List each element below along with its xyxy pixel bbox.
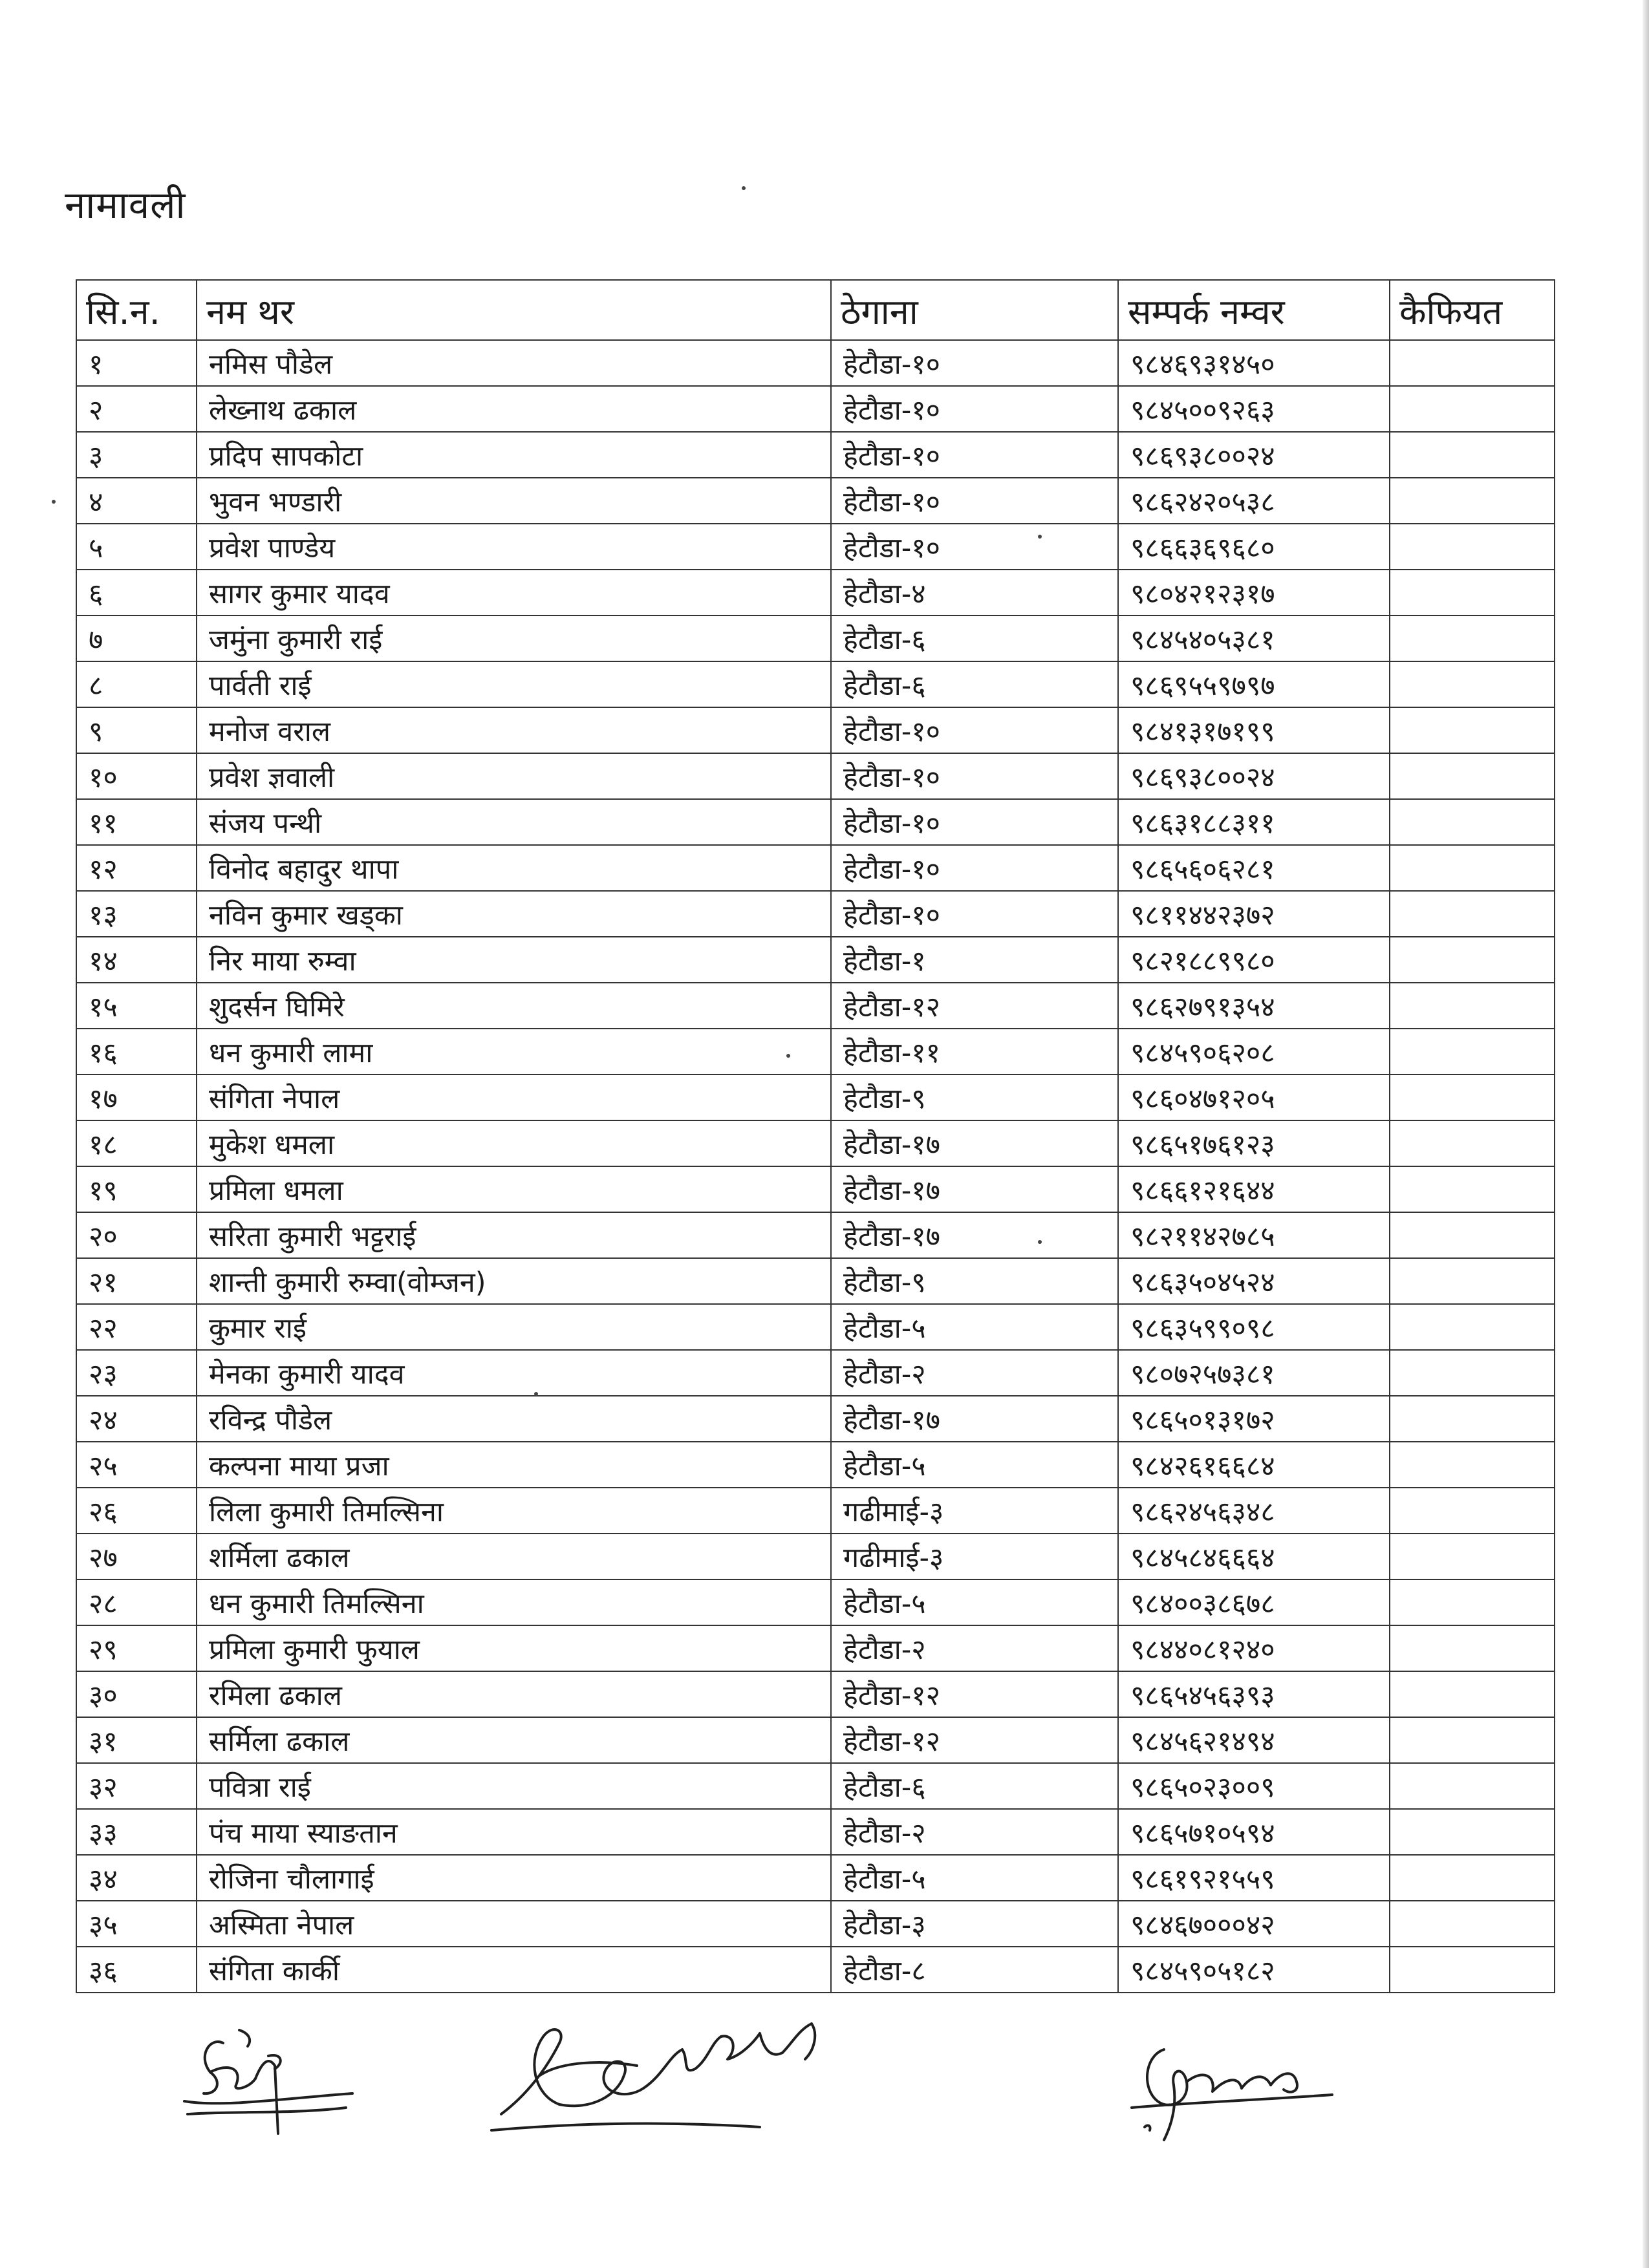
cell-address: हेटौडा-१०: [831, 386, 1118, 432]
cell-address: हेटौडा-५: [831, 1442, 1118, 1488]
table-row: [76, 1625, 1555, 1671]
cell-name: लेख्नाथ ढकाल: [197, 386, 831, 432]
cell-contact: ९८६९५५९७९७: [1118, 661, 1390, 707]
column-header-serial: सि.न.: [76, 280, 197, 340]
cell-serial: ३१: [76, 1717, 197, 1763]
cell-address: हेटौडा-१०: [831, 340, 1118, 386]
cell-serial: ७: [76, 615, 197, 661]
cell-contact: ९८४५९०६२०८: [1118, 1029, 1390, 1075]
cell-remarks: [1390, 937, 1555, 983]
cell-name: संगिता कार्की: [197, 1947, 831, 1993]
cell-contact: ९८०४२१२३१७: [1118, 570, 1390, 615]
table-row: [76, 1763, 1555, 1809]
cell-address: हेटौडा-१७: [831, 1120, 1118, 1166]
cell-address: हेटौडा-१२: [831, 1671, 1118, 1717]
cell-address: हेटौडा-६: [831, 1763, 1118, 1809]
cell-serial: १५: [76, 983, 197, 1029]
table-row: [76, 1488, 1555, 1534]
table-row: [76, 1166, 1555, 1212]
cell-address: हेटौडा-५: [831, 1304, 1118, 1350]
cell-name: जमुंना कुमारी राई: [197, 615, 831, 661]
table-row: [76, 615, 1555, 661]
cell-serial: २२: [76, 1304, 197, 1350]
cell-serial: ३०: [76, 1671, 197, 1717]
cell-remarks: [1390, 1396, 1555, 1442]
cell-address: हेटौडा-२: [831, 1809, 1118, 1855]
cell-contact: ९८६२४२०५३८: [1118, 478, 1390, 524]
table-row: [76, 1350, 1555, 1396]
table-row: [76, 1396, 1555, 1442]
cell-serial: २८: [76, 1579, 197, 1625]
cell-address: हेटौडा-१७: [831, 1166, 1118, 1212]
cell-contact: ९८४५९०५१८२: [1118, 1947, 1390, 1993]
cell-serial: २१: [76, 1258, 197, 1304]
cell-remarks: [1390, 1075, 1555, 1120]
cell-address: हेटौडा-९: [831, 1075, 1118, 1120]
cell-remarks: [1390, 661, 1555, 707]
cell-remarks: [1390, 1809, 1555, 1855]
cell-remarks: [1390, 1625, 1555, 1671]
table-row: [76, 661, 1555, 707]
table-row: [76, 1442, 1555, 1488]
cell-serial: १७: [76, 1075, 197, 1120]
table-row: [76, 1809, 1555, 1855]
cell-serial: ८: [76, 661, 197, 707]
cell-remarks: [1390, 891, 1555, 937]
cell-name: विनोद बहादुर थापा: [197, 845, 831, 891]
cell-remarks: [1390, 615, 1555, 661]
table-row: [76, 983, 1555, 1029]
cell-name: प्रमिला धमला: [197, 1166, 831, 1212]
column-header-remarks: कैफियत: [1390, 280, 1555, 340]
cell-remarks: [1390, 1855, 1555, 1901]
cell-remarks: [1390, 1304, 1555, 1350]
cell-name: अस्मिता नेपाल: [197, 1901, 831, 1947]
cell-serial: १८: [76, 1120, 197, 1166]
scan-speck: [742, 186, 746, 190]
cell-remarks: [1390, 1029, 1555, 1075]
cell-contact: ९८६५४५६३९३: [1118, 1671, 1390, 1717]
cell-contact: ९८६५६०६२८१: [1118, 845, 1390, 891]
cell-name: शर्मिला ढकाल: [197, 1534, 831, 1579]
cell-address: हेटौडा-६: [831, 661, 1118, 707]
signature-right: [1119, 2030, 1339, 2146]
cell-address: हेटौडा-५: [831, 1579, 1118, 1625]
cell-address: हेटौडा-१०: [831, 524, 1118, 570]
cell-contact: ९८४१३१७१९९: [1118, 707, 1390, 753]
cell-contact: ९८४५४०५३८१: [1118, 615, 1390, 661]
cell-name: प्रमिला कुमारी फुयाल: [197, 1625, 831, 1671]
cell-address: हेटौडा-१०: [831, 432, 1118, 478]
cell-serial: २७: [76, 1534, 197, 1579]
cell-address: हेटौडा-९: [831, 1258, 1118, 1304]
cell-contact: ९८६१९२१५५९: [1118, 1855, 1390, 1901]
cell-contact: ९८६२७९१३५४: [1118, 983, 1390, 1029]
table-row: [76, 1258, 1555, 1304]
column-header-name: नम थर: [197, 280, 831, 340]
cell-remarks: [1390, 1534, 1555, 1579]
cell-remarks: [1390, 386, 1555, 432]
cell-name: संजय पन्थी: [197, 799, 831, 845]
table-row: [76, 1029, 1555, 1075]
table-row: [76, 1120, 1555, 1166]
cell-address: हेटौडा-१७: [831, 1212, 1118, 1258]
cell-name: धन कुमारी लामा: [197, 1029, 831, 1075]
page-title: नामावली: [65, 183, 186, 227]
cell-remarks: [1390, 1350, 1555, 1396]
cell-contact: ९८४२६१६६८४: [1118, 1442, 1390, 1488]
cell-name: लिला कुमारी तिमल्सिना: [197, 1488, 831, 1534]
cell-name: शुदर्सन घिमिरे: [197, 983, 831, 1029]
cell-contact: ९८११४४२३७२: [1118, 891, 1390, 937]
column-header-address: ठेगाना: [831, 280, 1118, 340]
cell-contact: ९८४५८४६६६४: [1118, 1534, 1390, 1579]
table-row: [76, 340, 1555, 386]
table-row: [76, 524, 1555, 570]
cell-remarks: [1390, 845, 1555, 891]
cell-contact: ९८६९३८००२४: [1118, 432, 1390, 478]
cell-serial: २९: [76, 1625, 197, 1671]
scan-speck: [1038, 1240, 1042, 1244]
cell-address: हेटौडा-६: [831, 615, 1118, 661]
cell-contact: ९८६५०१३१७२: [1118, 1396, 1390, 1442]
cell-remarks: [1390, 1579, 1555, 1625]
cell-name: कल्पना माया प्रजा: [197, 1442, 831, 1488]
cell-address: हेटौडा-१२: [831, 1717, 1118, 1763]
table-row: [76, 386, 1555, 432]
cell-serial: ३४: [76, 1855, 197, 1901]
cell-name: रोजिना चौलागाई: [197, 1855, 831, 1901]
cell-address: हेटौडा-२: [831, 1625, 1118, 1671]
table-row: [76, 570, 1555, 615]
cell-remarks: [1390, 983, 1555, 1029]
table-header-row: [76, 280, 1555, 340]
table-row: [76, 1534, 1555, 1579]
cell-name: मेनका कुमारी यादव: [197, 1350, 831, 1396]
table-row: [76, 1947, 1555, 1993]
cell-remarks: [1390, 1120, 1555, 1166]
signature-center: [488, 1998, 850, 2146]
cell-contact: ९८६६१२१६४४: [1118, 1166, 1390, 1212]
cell-contact: ९८६५०२३००९: [1118, 1763, 1390, 1809]
cell-remarks: [1390, 478, 1555, 524]
cell-contact: ९८४५६२१४९४: [1118, 1717, 1390, 1763]
cell-address: हेटौडा-३: [831, 1901, 1118, 1947]
cell-name: नमिस पौडेल: [197, 340, 831, 386]
cell-contact: ९८६५१७६१२३: [1118, 1120, 1390, 1166]
table-row: [76, 1579, 1555, 1625]
cell-serial: १३: [76, 891, 197, 937]
cell-serial: १०: [76, 753, 197, 799]
cell-serial: १६: [76, 1029, 197, 1075]
cell-serial: २४: [76, 1396, 197, 1442]
cell-serial: ३३: [76, 1809, 197, 1855]
table-row: [76, 1212, 1555, 1258]
cell-remarks: [1390, 1258, 1555, 1304]
cell-serial: ६: [76, 570, 197, 615]
table-row: [76, 1901, 1555, 1947]
cell-remarks: [1390, 1488, 1555, 1534]
cell-address: हेटौडा-१०: [831, 845, 1118, 891]
cell-address: हेटौडा-८: [831, 1947, 1118, 1993]
signature-left: [171, 2017, 365, 2140]
cell-serial: ३५: [76, 1901, 197, 1947]
cell-serial: २५: [76, 1442, 197, 1488]
cell-serial: १२: [76, 845, 197, 891]
roll-table: [76, 279, 1555, 1993]
cell-name: प्रवेश ज्ञवाली: [197, 753, 831, 799]
table-row: [76, 1075, 1555, 1120]
cell-contact: ९८६५७१०५९४: [1118, 1809, 1390, 1855]
cell-contact: ९८२१८८९९८०: [1118, 937, 1390, 983]
scan-speck: [786, 1054, 790, 1058]
cell-remarks: [1390, 1947, 1555, 1993]
scan-speck: [1038, 535, 1042, 539]
cell-address: हेटौडा-१०: [831, 753, 1118, 799]
table-row: [76, 432, 1555, 478]
cell-serial: ९: [76, 707, 197, 753]
cell-remarks: [1390, 432, 1555, 478]
cell-name: शान्ती कुमारी रुम्वा(वोम्जन): [197, 1258, 831, 1304]
cell-name: नविन कुमार खड्का: [197, 891, 831, 937]
cell-serial: ३: [76, 432, 197, 478]
cell-contact: ९८४६९३१४५०: [1118, 340, 1390, 386]
page-edge-shadow: [1643, 0, 1649, 2268]
cell-contact: ९८६३१८८३११: [1118, 799, 1390, 845]
cell-address: हेटौडा-१०: [831, 478, 1118, 524]
cell-remarks: [1390, 1212, 1555, 1258]
cell-name: रविन्द्र पौडेल: [197, 1396, 831, 1442]
cell-name: निर माया रुम्वा: [197, 937, 831, 983]
cell-serial: ३२: [76, 1763, 197, 1809]
cell-remarks: [1390, 1166, 1555, 1212]
cell-address: हेटौडा-१७: [831, 1396, 1118, 1442]
cell-name: मनोज वराल: [197, 707, 831, 753]
cell-name: भुवन भण्डारी: [197, 478, 831, 524]
cell-address: गढीमाई-३: [831, 1488, 1118, 1534]
cell-remarks: [1390, 1763, 1555, 1809]
cell-address: हेटौडा-१२: [831, 983, 1118, 1029]
table-row: [76, 891, 1555, 937]
cell-address: हेटौडा-२: [831, 1350, 1118, 1396]
table-row: [76, 937, 1555, 983]
cell-remarks: [1390, 799, 1555, 845]
cell-serial: १९: [76, 1166, 197, 1212]
cell-address: गढीमाई-३: [831, 1534, 1118, 1579]
cell-remarks: [1390, 1717, 1555, 1763]
cell-contact: ९८४४०८१२४०: [1118, 1625, 1390, 1671]
cell-serial: २०: [76, 1212, 197, 1258]
cell-name: सरिता कुमारी भट्टराई: [197, 1212, 831, 1258]
cell-serial: ३६: [76, 1947, 197, 1993]
cell-contact: ९८०७२५७३८१: [1118, 1350, 1390, 1396]
cell-remarks: [1390, 1671, 1555, 1717]
cell-serial: ५: [76, 524, 197, 570]
cell-serial: ११: [76, 799, 197, 845]
cell-name: पार्वती राई: [197, 661, 831, 707]
cell-name: सर्मिला ढकाल: [197, 1717, 831, 1763]
scan-speck: [52, 500, 56, 504]
cell-remarks: [1390, 340, 1555, 386]
cell-address: हेटौडा-५: [831, 1855, 1118, 1901]
cell-contact: ९८६०४७१२०५: [1118, 1075, 1390, 1120]
table-row: [76, 1717, 1555, 1763]
cell-address: हेटौडा-१०: [831, 799, 1118, 845]
cell-name: मुकेश धमला: [197, 1120, 831, 1166]
cell-remarks: [1390, 570, 1555, 615]
cell-serial: २३: [76, 1350, 197, 1396]
cell-contact: ९८६६३६९६८०: [1118, 524, 1390, 570]
cell-serial: ४: [76, 478, 197, 524]
cell-name: संगिता नेपाल: [197, 1075, 831, 1120]
cell-serial: २: [76, 386, 197, 432]
cell-serial: १४: [76, 937, 197, 983]
cell-remarks: [1390, 1442, 1555, 1488]
table-row: [76, 707, 1555, 753]
cell-serial: १: [76, 340, 197, 386]
table-row: [76, 478, 1555, 524]
table-row: [76, 753, 1555, 799]
table-row: [76, 1304, 1555, 1350]
cell-contact: ९८६३५०४५२४: [1118, 1258, 1390, 1304]
cell-address: हेटौडा-१०: [831, 707, 1118, 753]
cell-name: पवित्रा राई: [197, 1763, 831, 1809]
cell-contact: ९८४५००९२६३: [1118, 386, 1390, 432]
cell-address: हेटौडा-११: [831, 1029, 1118, 1075]
table-row: [76, 845, 1555, 891]
cell-contact: ९८६२४५६३४८: [1118, 1488, 1390, 1534]
cell-contact: ९८६३५९९०९८: [1118, 1304, 1390, 1350]
cell-name: प्रदिप सापकोटा: [197, 432, 831, 478]
cell-name: सागर कुमार यादव: [197, 570, 831, 615]
cell-contact: ९८२११४२७८५: [1118, 1212, 1390, 1258]
cell-contact: ९८६९३८००२४: [1118, 753, 1390, 799]
cell-address: हेटौडा-४: [831, 570, 1118, 615]
table-row: [76, 1855, 1555, 1901]
cell-name: प्रवेश पाण्डेय: [197, 524, 831, 570]
cell-remarks: [1390, 753, 1555, 799]
cell-address: हेटौडा-१०: [831, 891, 1118, 937]
cell-name: रमिला ढकाल: [197, 1671, 831, 1717]
cell-remarks: [1390, 707, 1555, 753]
cell-serial: २६: [76, 1488, 197, 1534]
cell-contact: ९८४६७०००४२: [1118, 1901, 1390, 1947]
cell-name: धन कुमारी तिमल्सिना: [197, 1579, 831, 1625]
table-row: [76, 1671, 1555, 1717]
cell-name: पंच माया स्याङतान: [197, 1809, 831, 1855]
table-row: [76, 799, 1555, 845]
cell-name: कुमार राई: [197, 1304, 831, 1350]
cell-contact: ९८४००३८६७८: [1118, 1579, 1390, 1625]
column-header-contact: सम्पर्क नम्वर: [1118, 280, 1390, 340]
cell-remarks: [1390, 524, 1555, 570]
cell-remarks: [1390, 1901, 1555, 1947]
scan-speck: [534, 1392, 538, 1396]
cell-address: हेटौडा-१: [831, 937, 1118, 983]
